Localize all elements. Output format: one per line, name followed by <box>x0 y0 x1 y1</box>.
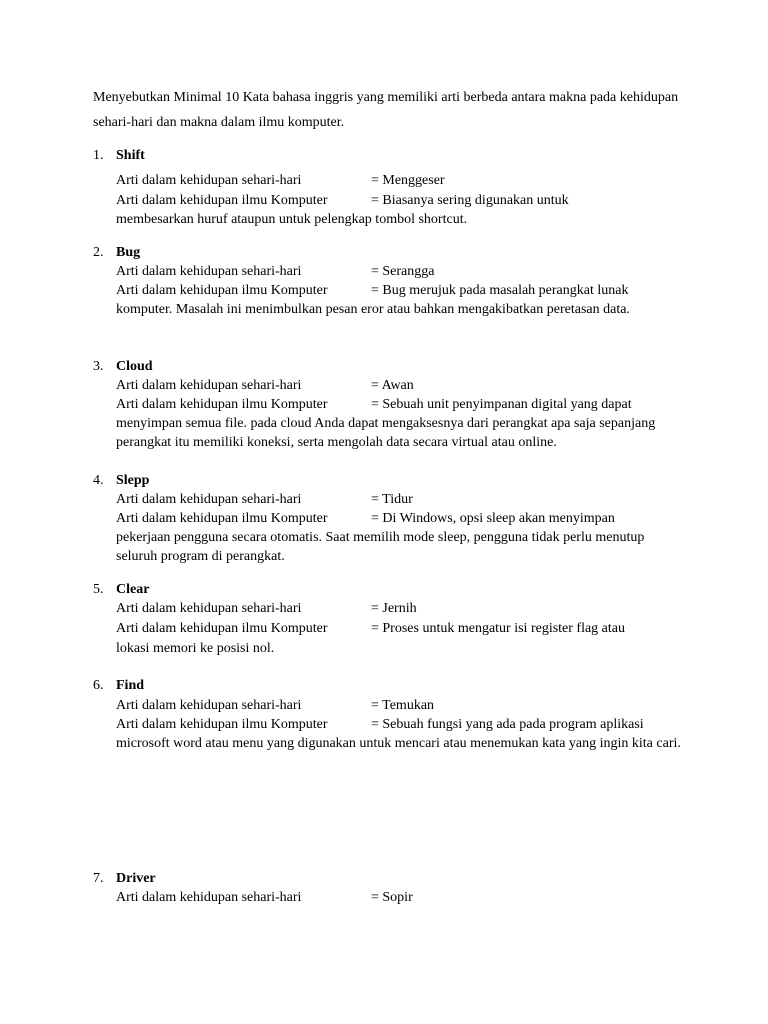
computer-meaning-row <box>116 619 686 638</box>
daily-meaning-row <box>116 171 686 190</box>
daily-meaning-row <box>116 376 686 395</box>
item-word: Shift <box>116 148 145 163</box>
daily-meaning-row <box>116 599 686 618</box>
computer-meaning-continued: pekerjaan pengguna secara otomatis. Saat memilih mode sleep, pengguna tidak perlu menutup seluruh program di perangkat. <box>116 530 645 564</box>
computer-meaning: = Proses untuk mengatur isi register flag atau <box>371 621 626 636</box>
item-number: 7. <box>93 871 104 886</box>
computer-label: Arti dalam kehidupan ilmu Komputer <box>116 621 328 636</box>
item-word: Slepp <box>116 473 150 488</box>
computer-label: Arti dalam kehidupan ilmu Komputer <box>116 511 328 526</box>
daily-label: Arti dalam kehidupan sehari-hari <box>116 264 302 279</box>
computer-meaning-row <box>116 715 686 734</box>
daily-meaning-row <box>116 490 686 509</box>
computer-meaning: = Biasanya sering digunakan untuk <box>371 193 569 208</box>
item-word: Driver <box>116 871 156 886</box>
computer-meaning-row <box>116 281 686 300</box>
item-number: 1. <box>93 148 104 163</box>
computer-meaning-row <box>116 191 686 210</box>
item-word: Bug <box>116 245 141 260</box>
daily-meaning: = Jernih <box>371 601 417 616</box>
computer-meaning: = Di Windows, opsi sleep akan menyimpan <box>371 511 615 526</box>
item-number: 4. <box>93 473 104 488</box>
item-number: 3. <box>93 359 104 374</box>
item-number: 2. <box>93 245 104 260</box>
computer-meaning-row <box>116 395 686 414</box>
computer-meaning: = Bug merujuk pada masalah perangkat lunak <box>371 283 629 298</box>
intro-paragraph: Menyebutkan Minimal 10 Kata bahasa inggris yang memiliki arti berbeda antara makna pada kehidupan sehari-hari dan makna dalam ilmu komputer. <box>93 90 679 130</box>
daily-meaning-row <box>116 262 686 281</box>
item-number: 6. <box>93 678 104 693</box>
daily-label: Arti dalam kehidupan sehari-hari <box>116 492 302 507</box>
daily-meaning: = Temukan <box>371 698 435 713</box>
computer-meaning-continued: lokasi memori ke posisi nol. <box>116 641 275 656</box>
computer-meaning-continued: menyimpan semua file. pada cloud Anda dapat mengaksesnya dari perangkat apa saja sepanjang perangkat itu memiliki koneksi, serta mengolah data secara virtual atau online. <box>116 416 656 450</box>
computer-meaning: = Sebuah unit penyimpanan digital yang dapat <box>371 397 632 412</box>
daily-meaning: = Tidur <box>371 492 413 507</box>
computer-meaning-continued: microsoft word atau menu yang digunakan untuk mencari atau menemukan kata yang ingin kita cari. <box>116 736 681 751</box>
computer-label: Arti dalam kehidupan ilmu Komputer <box>116 717 328 732</box>
daily-meaning: = Menggeser <box>371 173 445 188</box>
daily-label: Arti dalam kehidupan sehari-hari <box>116 890 302 905</box>
item-word: Clear <box>116 582 150 597</box>
daily-meaning: = Serangga <box>371 264 435 279</box>
daily-meaning: = Sopir <box>371 890 413 905</box>
daily-meaning-row <box>116 888 686 907</box>
computer-meaning-continued: komputer. Masalah ini menimbulkan pesan eror atau bahkan mengakibatkan peretasan data. <box>116 302 630 317</box>
item-word: Cloud <box>116 359 153 374</box>
daily-label: Arti dalam kehidupan sehari-hari <box>116 698 302 713</box>
computer-meaning-row <box>116 509 686 528</box>
daily-meaning-row <box>116 696 686 715</box>
daily-label: Arti dalam kehidupan sehari-hari <box>116 173 302 188</box>
computer-label: Arti dalam kehidupan ilmu Komputer <box>116 397 328 412</box>
item-number: 5. <box>93 582 104 597</box>
computer-label: Arti dalam kehidupan ilmu Komputer <box>116 283 328 298</box>
daily-label: Arti dalam kehidupan sehari-hari <box>116 601 302 616</box>
computer-meaning: = Sebuah fungsi yang ada pada program aplikasi <box>371 717 644 732</box>
item-word: Find <box>116 678 145 693</box>
computer-meaning-continued: membesarkan huruf ataupun untuk pelengkap tombol shortcut. <box>116 212 468 227</box>
daily-label: Arti dalam kehidupan sehari-hari <box>116 378 302 393</box>
daily-meaning: = Awan <box>371 378 414 393</box>
computer-label: Arti dalam kehidupan ilmu Komputer <box>116 193 328 208</box>
